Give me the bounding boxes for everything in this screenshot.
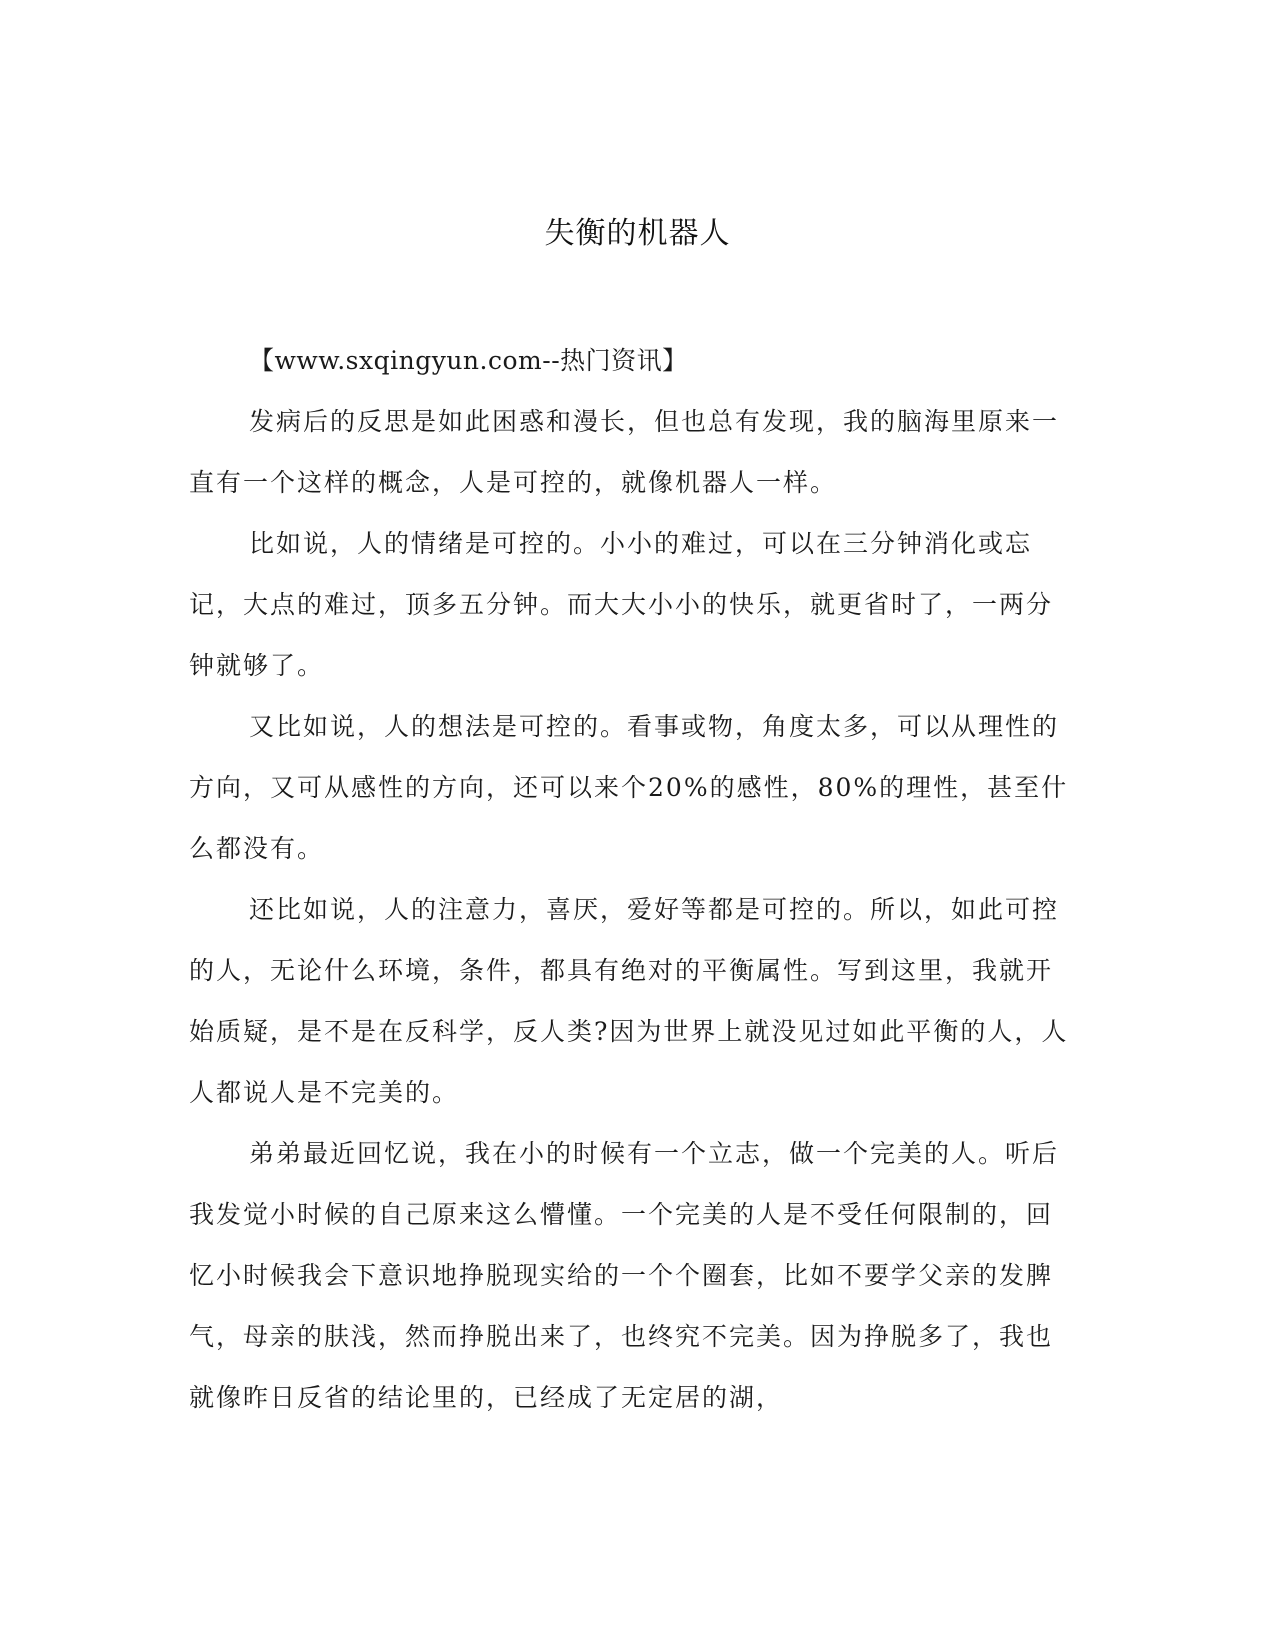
paragraph-5: 弟弟最近回忆说，我在小的时候有一个立志，做一个完美的人。听后我发觉小时候的自己原来这么懵懂。一个完美的人是不受任何限制的，回忆小时候我会下意识地挣脱现实给的一个个圈套，比如不要学父亲的发脾气，母亲的肤浅，然而挣脱出来了，也终究不完美。因为挣脱多了，我也就像昨日反省的结论里的，已经成了无定居的湖， — [189, 1139, 1060, 1412]
paragraph-2: 比如说，人的情绪是可控的。小小的难过，可以在三分钟消化或忘记，大点的难过，顶多五分钟。而大大小小的快乐，就更省时了，一两分钟就够了。 — [189, 529, 1054, 680]
document-title: 失衡的机器人 — [544, 216, 731, 251]
source-line: 【www.sxqingyun.com--热门资讯】 — [249, 346, 688, 375]
paragraph-1: 发病后的反思是如此困惑和漫长，但也总有发现，我的脑海里原来一直有一个这样的概念，人是可控的，就像机器人一样。 — [189, 407, 1060, 497]
document-body — [189, 330, 1079, 1428]
paragraph-3: 又比如说，人的想法是可控的。看事或物，角度太多，可以从理性的方向，又可从感性的方向，还可以来个20%的感性，80%的理性，甚至什么都没有。 — [189, 712, 1069, 863]
paragraph-4: 还比如说，人的注意力，喜厌，爱好等都是可控的。所以，如此可控的人，无论什么环境，条件，都具有绝对的平衡属性。写到这里，我就开始质疑，是不是在反科学，反人类?因为世界上就没见过如此平衡的人，人人都说人是不完美的。 — [189, 895, 1069, 1107]
